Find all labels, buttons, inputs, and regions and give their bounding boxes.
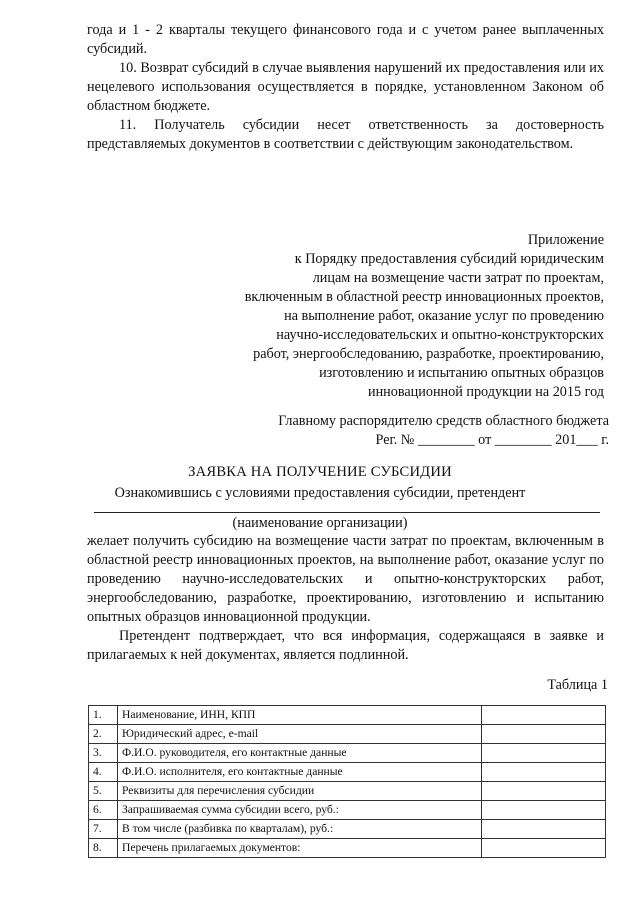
row-label: Наименование, ИНН, КПП (118, 706, 482, 725)
appendix-line: работ, энергообследованию, разработке, проектированию, (253, 346, 604, 362)
row-label: Юридический адрес, e-mail (118, 725, 482, 744)
table-row (89, 820, 606, 839)
appendix-line: лицам на возмещение части затрат по проектам, (312, 270, 604, 286)
row-label: Ф.И.О. руководителя, его контактные данные (118, 744, 482, 763)
table-row (89, 706, 606, 725)
row-number: 5. (89, 782, 118, 801)
appendix-line: инновационной продукции на 2015 год (367, 384, 604, 400)
row-value-cell[interactable] (482, 763, 606, 782)
registration-line: Рег. № ________ от ________ 201___ г. (375, 432, 609, 448)
row-number: 6. (89, 801, 118, 820)
table-row (89, 801, 606, 820)
form-body (87, 532, 604, 665)
appendix-line: к Порядку предоставления субсидий юридическим (294, 251, 604, 267)
row-number: 2. (89, 725, 118, 744)
form-intro: Ознакомившись с условиями предоставления субсидии, претендент (114, 485, 526, 501)
form-body-paragraph-1: желает получить субсидию на возмещение части затрат по проектам, включенным в областной реестр инновационных проектов, на выполнение работ, оказание услуг по проведению научно-исследовательских и опытно-конструкторских работ, энергообследованию, разработке, проектированию, изготовлению и испытанию опытных образцов инновационной продукции. (87, 533, 604, 625)
top-paragraphs (87, 21, 604, 154)
table-row (89, 782, 606, 801)
appendix-header (184, 231, 604, 402)
row-label: Перечень прилагаемых документов: (118, 839, 482, 858)
row-label: В том числе (разбивка по кварталам), руб.: (118, 820, 482, 839)
paragraph-9-continuation: года и 1 - 2 кварталы текущего финансового года и с учетом ранее выплаченных субсидий. (87, 22, 604, 57)
paragraph-11: 11. Получатель субсидии несет ответственность за достоверность представляемых документов в соответствии с действующим законодательством. (87, 117, 604, 152)
appendix-line: изготовлению и испытанию опытных образцов (319, 365, 604, 381)
row-value-cell[interactable] (482, 839, 606, 858)
table-row (89, 763, 606, 782)
addressee-line: Главному распорядителю средств областного бюджета (278, 413, 609, 429)
organization-caption: (наименование организации) (232, 515, 408, 531)
row-value-cell[interactable] (482, 801, 606, 820)
addressee-block (278, 412, 609, 450)
table-row (89, 839, 606, 858)
table-row (89, 744, 606, 763)
paragraph-10: 10. Возврат субсидий в случае выявления нарушений их предоставления или их нецелевого использования осуществляется в порядке, установленном Законом об областном бюджете. (87, 60, 604, 114)
application-table (88, 705, 606, 858)
table-label: Таблица 1 (547, 677, 608, 693)
row-number: 1. (89, 706, 118, 725)
organization-name-field[interactable] (94, 512, 600, 513)
appendix-line: на выполнение работ, оказание услуг по проведению (284, 308, 604, 324)
row-value-cell[interactable] (482, 820, 606, 839)
row-value-cell[interactable] (482, 744, 606, 763)
row-number: 3. (89, 744, 118, 763)
appendix-line: включенным в областной реестр инновационных проектов, (244, 289, 604, 305)
row-label: Запрашиваемая сумма субсидии всего, руб.: (118, 801, 482, 820)
row-value-cell[interactable] (482, 725, 606, 744)
appendix-line: научно-исследовательских и опытно-конструкторских (276, 327, 604, 343)
row-number: 8. (89, 839, 118, 858)
table-row (89, 725, 606, 744)
form-title: ЗАЯВКА НА ПОЛУЧЕНИЕ СУБСИДИИ (188, 464, 452, 480)
appendix-line: Приложение (527, 232, 604, 248)
row-value-cell[interactable] (482, 706, 606, 725)
row-number: 4. (89, 763, 118, 782)
row-label: Ф.И.О. исполнителя, его контактные данные (118, 763, 482, 782)
row-number: 7. (89, 820, 118, 839)
form-body-paragraph-2: Претендент подтверждает, что вся информация, содержащаяся в заявке и прилагаемых к ней документах, является подлинной. (87, 628, 604, 663)
row-value-cell[interactable] (482, 782, 606, 801)
row-label: Реквизиты для перечисления субсидии (118, 782, 482, 801)
